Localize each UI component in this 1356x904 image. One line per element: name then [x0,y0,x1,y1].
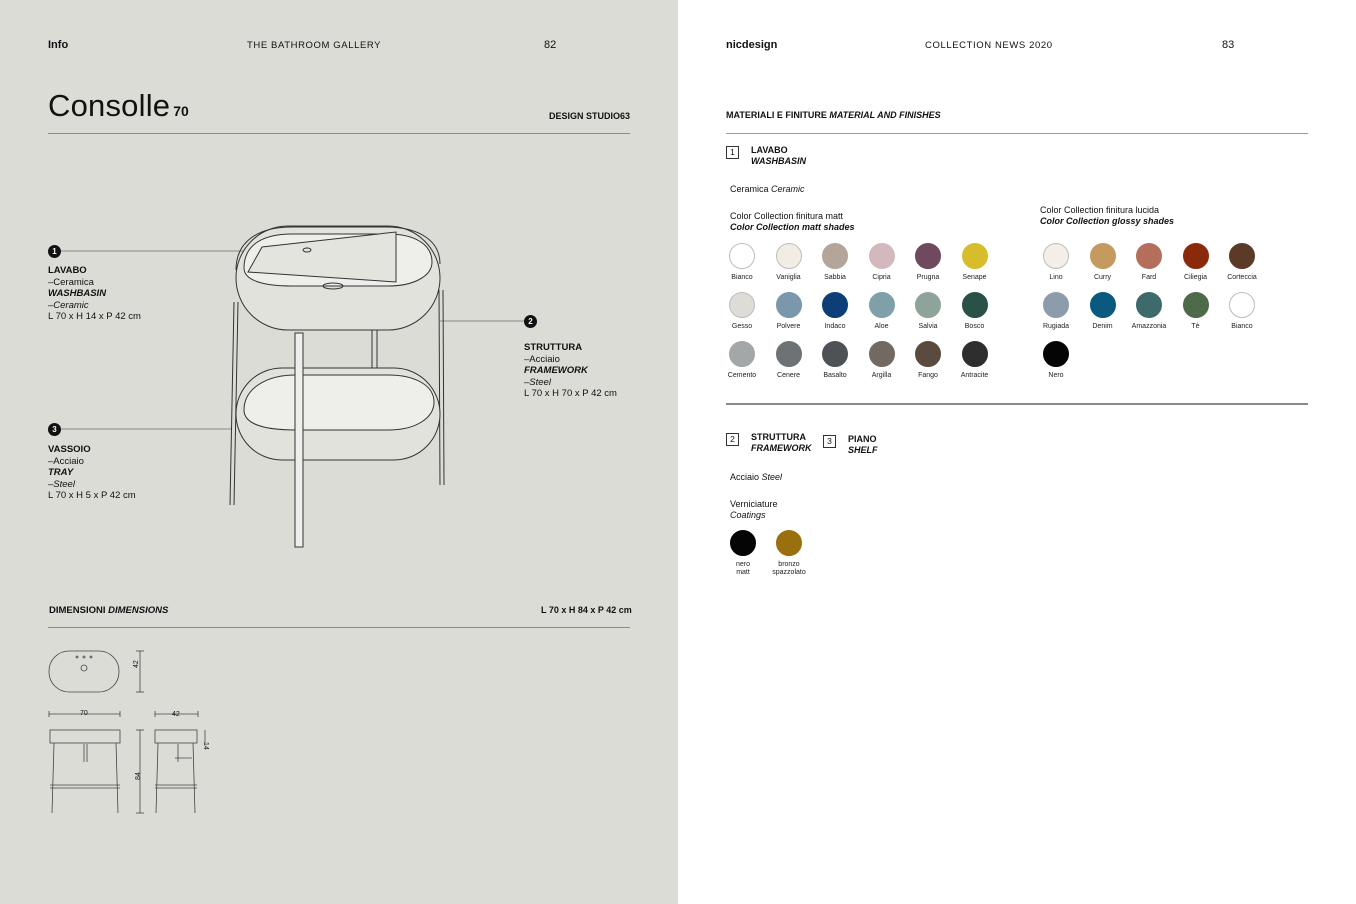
materials-divider [726,133,1308,134]
glossy-swatch-dot [1043,243,1069,269]
callout-washbasin-material-en: –Ceramic [48,299,89,311]
matt-swatch-label: Fango [918,372,938,379]
glossy-swatch [1080,292,1126,331]
callout-framework-material-en: –Steel [524,376,551,388]
matt-heading: Color Collection finitura matt [730,211,844,221]
coating-swatch-label [766,561,812,577]
glossy-swatch [1033,292,1079,331]
coating-swatch-label-line1: bronzo [778,561,800,568]
matt-swatch [859,341,905,380]
glossy-swatch [1033,341,1079,380]
left-header-title: THE BATHROOM GALLERY [247,40,382,51]
matt-swatch-dot [962,243,988,269]
right-header-title: COLLECTION NEWS 2020 [925,40,1053,51]
matt-swatch [905,292,951,331]
washbasin-title-en: WASHBASIN [751,156,807,166]
callout-washbasin-title: LAVABO [48,265,87,276]
shelf-number-box: 3 [823,435,836,448]
glossy-swatch-dot [1229,243,1255,269]
matt-swatch-label: Aloe [874,323,889,330]
washbasin-material-it: Ceramica [730,184,769,194]
matt-swatch-dot [869,243,895,269]
callout-tray-material-en: –Steel [48,478,75,490]
glossy-swatch [1126,292,1172,331]
callout-tray-material: –Acciaio [48,455,84,467]
matt-swatch-label: Bosco [964,323,985,330]
matt-swatch-dot [822,341,848,367]
matt-swatch [812,292,858,331]
matt-swatch-dot [729,243,755,269]
shelf-title-en: SHELF [848,445,878,455]
framework-number-box: 2 [726,433,739,446]
glossy-swatch-label: Lino [1049,274,1063,281]
matt-swatch-label: Cipria [872,274,891,281]
coatings-heading: Verniciature [730,499,778,509]
callout-framework-title: STRUTTURA [524,342,583,353]
matt-swatch-label: Vaniglia [776,274,801,281]
matt-swatch-dot [869,292,895,318]
dimensions-divider [48,627,630,628]
glossy-heading-en: Color Collection glossy shades [1040,216,1175,226]
callout-tray [48,444,136,502]
glossy-swatch-label: Amazzonia [1131,323,1167,330]
washbasin-material-en: Ceramic [771,184,805,194]
matt-swatch [905,243,951,282]
dim-front-width: 70 [80,710,88,717]
callout-washbasin [48,265,141,323]
matt-swatch-dot [869,341,895,367]
matt-heading-en: Color Collection matt shades [730,222,855,232]
matt-swatch-dot [915,243,941,269]
coating-swatch [720,530,766,577]
dimensions-heading [49,605,168,616]
callout-washbasin-dims: L 70 x H 14 x P 42 cm [48,311,141,322]
dim-side-depth: 42 [172,711,180,718]
left-page-number: 82 [544,39,557,51]
matt-swatch-label: Basalto [823,372,847,379]
glossy-swatch-dot [1183,243,1209,269]
matt-swatch [766,292,812,331]
right-header-brand: nicdesign [726,39,778,51]
matt-swatch-dot [822,243,848,269]
matt-swatch [905,341,951,380]
materials-heading-en: MATERIAL AND FINISHES [829,110,941,120]
dimensions-label-en: DIMENSIONS [108,605,169,616]
matt-swatch [859,292,905,331]
matt-swatch [719,341,765,380]
glossy-swatch-dot [1136,292,1162,318]
matt-swatch [812,243,858,282]
dimensions-value: L 70 x H 84 x P 42 cm [541,605,632,615]
framework-material-it: Acciaio [730,472,760,482]
glossy-swatch [1173,243,1219,282]
washbasin-title: LAVABO [751,145,788,155]
coatings-heading-en: Coatings [730,510,766,520]
glossy-swatch-label: Tè [1191,323,1200,330]
matt-swatch-dot [776,243,802,269]
glossy-swatch-label: Nero [1048,372,1064,379]
glossy-swatch [1126,243,1172,282]
glossy-swatch [1173,292,1219,331]
matt-swatch-label: Antracite [960,372,989,379]
matt-swatch-dot [776,341,802,367]
glossy-swatch-dot [1090,292,1116,318]
washbasin-divider [726,403,1308,405]
glossy-swatch-dot [1136,243,1162,269]
product-title [48,88,189,124]
framework-material-en: Steel [761,472,783,482]
callout-3-marker: 3 [48,423,61,436]
glossy-swatch [1033,243,1079,282]
coating-swatch-dot [730,530,756,556]
matt-swatch-label: Argilla [871,372,892,379]
matt-swatch-dot [729,292,755,318]
coating-swatch-label [720,561,766,577]
matt-swatch-dot [822,292,848,318]
callout-framework-dims: L 70 x H 70 x P 42 cm [524,388,617,399]
matt-swatch-label: Cemento [727,372,757,379]
callout-1-marker: 1 [48,245,61,258]
coating-swatch-label-line2: matt [736,569,750,576]
callout-washbasin-title-en: WASHBASIN [48,288,107,299]
glossy-swatch-dot [1043,292,1069,318]
technical-drawing [40,640,240,820]
callout-framework-title-en: FRAMEWORK [524,365,588,376]
matt-swatch-label: Prugna [916,274,940,281]
matt-swatch-dot [962,292,988,318]
glossy-heading: Color Collection finitura lucida [1040,205,1160,215]
matt-swatch-label: Bianco [731,274,753,281]
glossy-swatch-label: Rugiada [1042,323,1070,330]
shelf-title: PIANO [848,434,877,444]
matt-swatch-dot [776,292,802,318]
product-name: Consolle [48,88,171,123]
dim-front-height: 84 [135,772,142,780]
coating-swatch [766,530,812,577]
glossy-swatch-label: Curry [1093,274,1112,281]
dimensions-label: DIMENSIONI [49,605,106,616]
matt-swatch-dot [962,341,988,367]
matt-swatch [719,292,765,331]
framework-title-en: FRAMEWORK [751,443,812,453]
matt-swatch-label: Gesso [731,323,753,330]
glossy-swatch [1080,243,1126,282]
matt-swatch [812,341,858,380]
glossy-swatch-label: Bianco [1231,323,1253,330]
dim-top-depth: 42 [133,660,140,668]
coating-swatch-label-line1: nero [735,561,750,568]
callout-tray-title: VASSOIO [48,444,91,455]
materials-heading [726,110,941,120]
matt-swatch [766,243,812,282]
callout-tray-title-en: TRAY [48,467,74,478]
callout-framework [524,342,617,400]
glossy-swatch [1219,243,1265,282]
washbasin-material [730,184,805,195]
callout-2-marker: 2 [524,315,537,328]
right-page [678,0,1356,904]
materials-heading-it: MATERIALI E FINITURE [726,110,827,120]
glossy-swatch-dot [1090,243,1116,269]
framework-title: STRUTTURA [751,432,806,442]
coating-swatch-label-line2: spazzolato [772,569,806,576]
dim-side-basin-height: 14 [202,742,209,750]
matt-swatch-label: Sabbia [824,274,846,281]
left-header-section: Info [48,39,69,51]
title-divider [48,133,630,134]
glossy-swatch-dot [1043,341,1069,367]
matt-swatch [766,341,812,380]
glossy-swatch-label: Ciliegia [1184,274,1207,281]
matt-swatch-dot [915,341,941,367]
matt-swatch-dot [729,341,755,367]
callout-tray-dims: L 70 x H 5 x P 42 cm [48,490,136,501]
matt-swatch [859,243,905,282]
matt-swatch [719,243,765,282]
matt-swatch-label: Indaco [824,323,846,330]
glossy-swatch-label: Denim [1092,323,1113,330]
callout-washbasin-material: –Ceramica [48,276,94,288]
coating-swatch-dot [776,530,802,556]
designer-label: DESIGN STUDIO63 [549,111,631,121]
matt-swatch [952,292,998,331]
washbasin-number-box: 1 [726,146,739,159]
framework-material [730,472,782,483]
glossy-swatch [1219,292,1265,331]
glossy-swatch-dot [1229,292,1255,318]
product-size: 70 [173,103,189,119]
matt-swatch-label: Senape [962,274,987,281]
callout-framework-material: –Acciaio [524,353,560,365]
matt-swatch-label: Polvere [776,323,801,330]
matt-swatch-label: Cenere [777,372,800,379]
glossy-swatch-dot [1183,292,1209,318]
right-page-number: 83 [1222,39,1235,51]
matt-swatch [952,341,998,380]
matt-swatch-label: Salvia [918,323,938,330]
matt-swatch-dot [915,292,941,318]
matt-swatch [952,243,998,282]
glossy-swatch-label: Fard [1141,274,1157,281]
glossy-swatch-label: Corteccia [1227,274,1257,281]
